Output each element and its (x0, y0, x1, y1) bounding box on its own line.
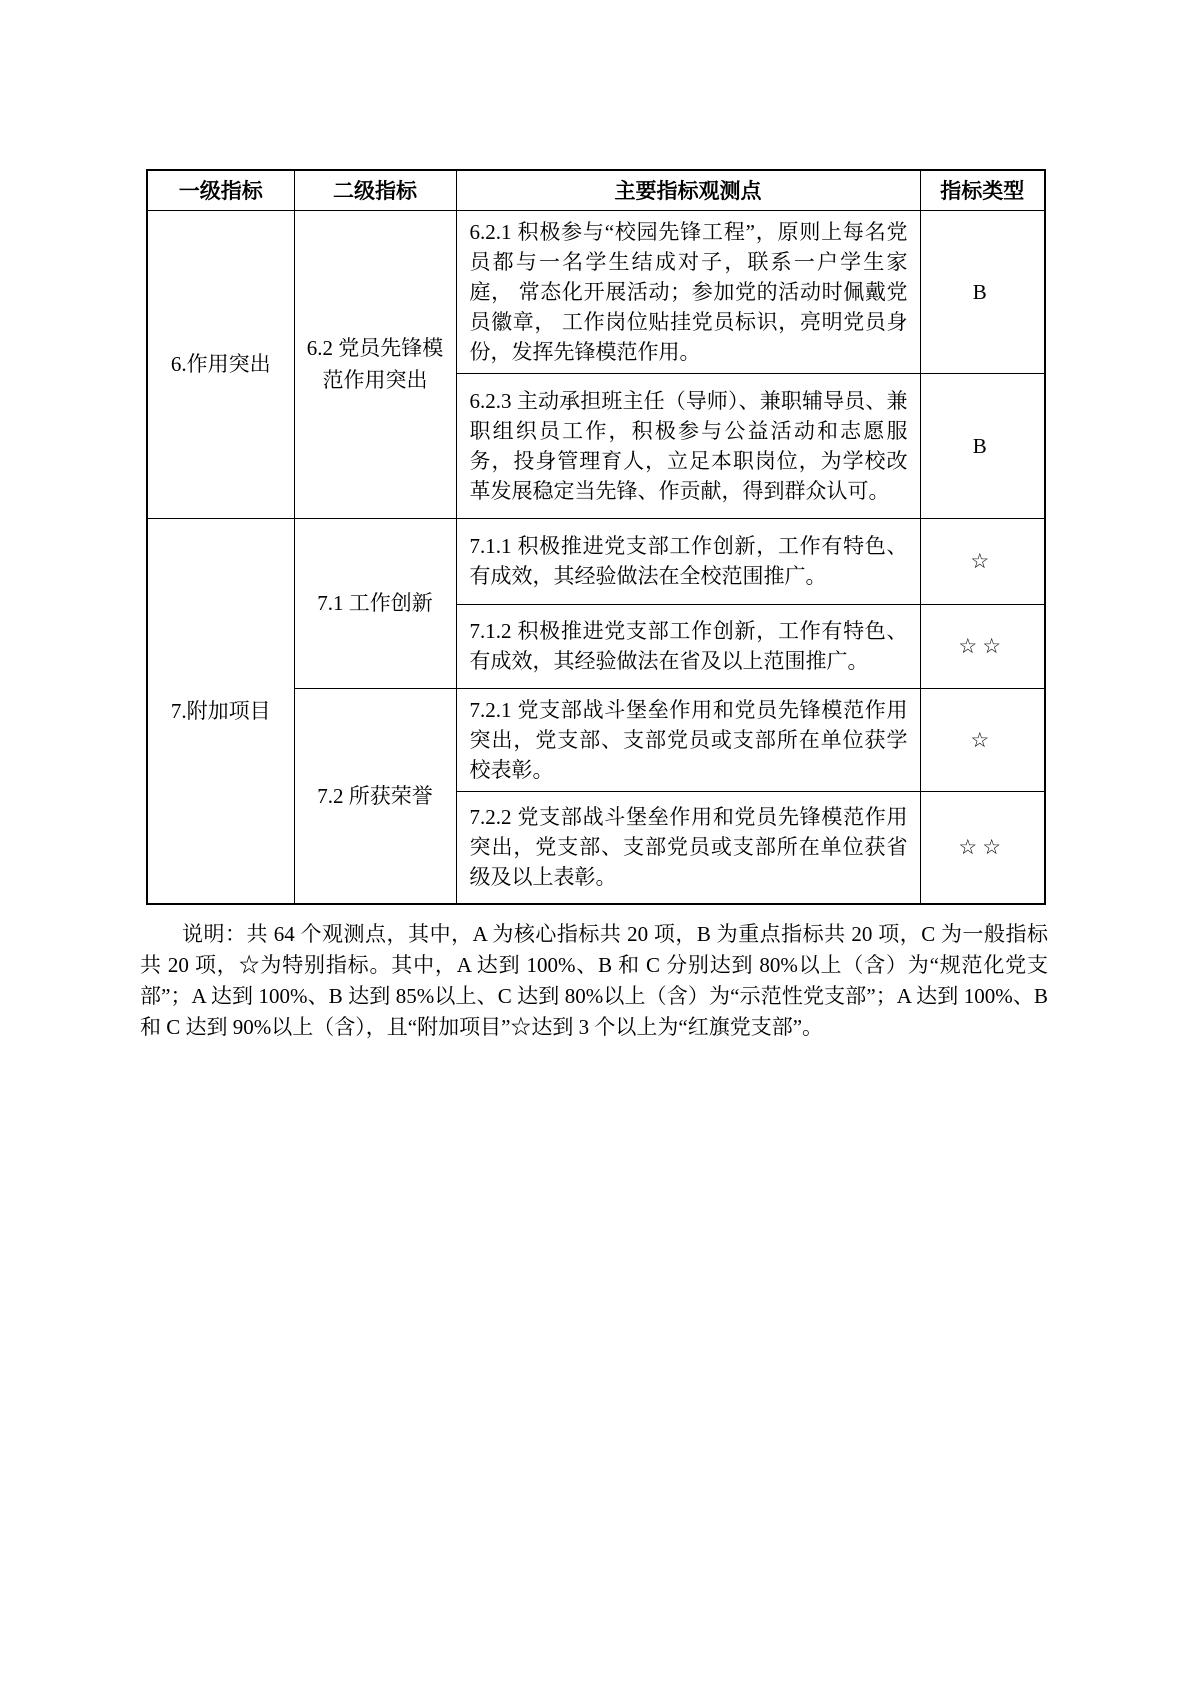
cell-observation-7-2-2: 7.2.2 党支部战斗堡垒作用和党员先锋模范作用突出，党支部、支部党员或支部所在单位获省级及以上表彰。 (456, 791, 920, 904)
table-row (147, 518, 1045, 604)
cell-observation-7-1-1: 7.1.1 积极推进党支部工作创新，工作有特色、有成效，其经验做法在全校范围推广。 (456, 518, 920, 604)
header-cell-observation-points: 主要指标观测点 (456, 170, 920, 210)
cell-observation-7-1-2: 7.1.2 积极推进党支部工作创新，工作有特色、有成效，其经验做法在省及以上范围推广。 (456, 604, 920, 688)
cell-level2-7-2: 7.2 所获荣誉 (294, 688, 456, 904)
cell-level1-7: 7.附加项目 (147, 518, 294, 904)
cell-type-7-2-1: ☆ (920, 688, 1045, 791)
cell-observation-6-2-3: 6.2.3 主动承担班主任（导师）、兼职辅导员、兼职组织员工作，积极参与公益活动和志愿服务，投身管理育人，立足本职岗位，为学校改革发展稳定当先锋、作贡献，得到群众认可。 (456, 373, 920, 518)
cell-observation-6-2-1: 6.2.1 积极参与“校园先锋工程”，原则上每名党员都与一名学生结成对子，联系一户学生家庭， 常态化开展活动；参加党的活动时佩戴党员徽章， 工作岗位贴挂党员标识，亮明党员身份，发挥先锋模范作用。 (456, 210, 920, 373)
cell-type-6-2-3: B (920, 373, 1045, 518)
cell-level2-7-1: 7.1 工作创新 (294, 518, 456, 688)
header-cell-level2-indicator: 二级指标 (294, 170, 456, 210)
cell-observation-7-2-1: 7.2.1 党支部战斗堡垒作用和党员先锋模范作用突出，党支部、支部党员或支部所在单位获学校表彰。 (456, 688, 920, 791)
header-cell-indicator-type: 指标类型 (920, 170, 1045, 210)
note-paragraph: 说明：共 64 个观测点，其中，A 为核心指标共 20 项，B 为重点指标共 20 项，C 为一般指标共 20 项，☆为特别指标。其中，A 达到 100%、B 和 C 分别达到 80%以上（含）为“规范化党支部”；A 达到 100%、B 达到 85%以上、C 达到 80%以上（含）为“示范性党支部”；A 达到 100%、B 和 C 达到 90%以上（含），且“附加项目”☆达到 3 个以上为“红旗党支部”。 (140, 922, 1048, 1039)
cell-type-6-2-1: B (920, 210, 1045, 373)
cell-level2-6-2: 6.2 党员先锋模范作用突出 (294, 210, 456, 518)
cell-type-7-2-2: ☆☆ (920, 791, 1045, 904)
table-header-row (147, 170, 1045, 210)
indicator-table (146, 169, 1046, 905)
header-cell-level1-indicator: 一级指标 (147, 170, 294, 210)
cell-type-7-1-2: ☆☆ (920, 604, 1045, 688)
table-row (147, 210, 1045, 373)
cell-type-7-1-1: ☆ (920, 518, 1045, 604)
cell-level1-6: 6.作用突出 (147, 210, 294, 518)
